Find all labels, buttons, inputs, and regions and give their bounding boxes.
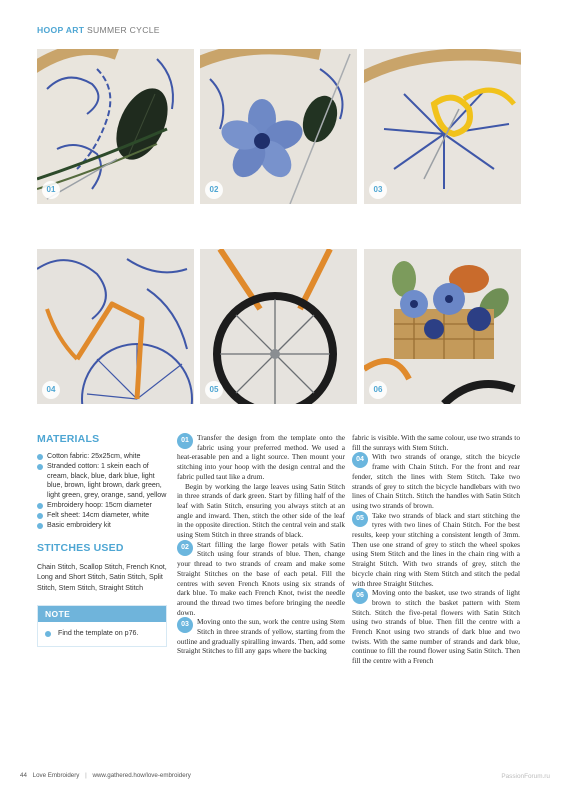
step-03-text: Moving onto the sun, work the centre using Stem Stitch in three strands of yellow, starting from the outline and gradually spiralling inwards. Then, add some Straight Stitches to fill any gaps where the backing [177,617,345,656]
step-06-paragraph [352,588,520,666]
instructions-column-1 [177,433,345,656]
materials-item-text: Basic embroidery kit [47,520,111,529]
step-01-text: Transfer the design from the template onto the fabric using your preferred method. We used a heat-erasable pen and a light source. Then mount your stitching into your hoop with the design central and the fabric pulled taut like a drum. [177,433,345,481]
note-box [37,605,167,647]
step-05-text: Take two strands of black and start stitching the tyres with two lines of Chain Stitch. For the best results, keep your stitching a consistent length of 3mm. Then use one strand of grey to stitch the wheel spokes using Stem Stitch and the lines in the chain ring with a Straight Stitch. With two strands of grey, stitch the bicycle chain ring with Stem Stitch and stitch the pedal with three Straight Stitches. [352,510,520,588]
note-heading: NOTE [38,606,166,622]
blue-flower-photo [200,49,357,204]
flower-basket-photo [364,249,521,404]
magazine-name: Love Embroidery [32,772,80,779]
page-footer [20,772,191,779]
note-body [38,622,166,646]
step-number-badge: 03 [369,181,387,199]
leaf-satin-stitch-photo [37,49,194,204]
photo-grid [37,49,529,404]
step-02-badge: 02 [177,540,193,556]
stitches-heading: STITCHES USED [37,542,124,555]
materials-item [37,501,167,511]
step-02-paragraph [177,540,345,618]
step-number-badge: 01 [42,181,60,199]
step-06-badge: 06 [352,588,368,604]
materials-item-text: Stranded cotton: 1 skein each of cream, black, blue, dark blue, light blue, brown, light brown, dark green, light green, grey, orange, sand, yellow [47,461,167,500]
step-05-paragraph [352,511,520,589]
section-title: HOOP ART [37,25,85,35]
step-photo-05 [200,249,357,404]
watermark: PassionForum.ru [501,773,550,780]
step-photo-06 [364,249,521,404]
bullet-dot-icon [37,503,43,509]
bullet-dot-icon [45,631,51,637]
step-number-badge: 06 [369,381,387,399]
step-photo-01 [37,49,194,204]
step-photo-03 [364,49,521,204]
materials-item-text: Felt sheet: 14cm diameter, white [47,510,150,519]
step-04-text: With two strands of orange, stitch the bicycle frame with Chain Stitch. For the front and rear fender, stitch the lines with Stem Stitch. Take two strands of grey to stitch the bicycle handlebars with two lines of Chain Stitch. Stitch the handles with Satin Stitch using two strands of brown. [352,452,520,510]
instructions-column-2 [352,433,520,666]
step-photo-04 [37,249,194,404]
step-number-badge: 02 [205,181,223,199]
materials-heading: MATERIALS [37,433,100,445]
step-01-badge: 01 [177,433,193,449]
bullet-dot-icon [37,523,43,529]
step-06-text: Moving onto the basket, use two strands of light brown to stitch the basket pattern with Stem Stitch. Stitch the five-petal flowers with Satin Stitch using two strands of blue. Then fill the centre with a French Knot using two strands of dark blue and two twists. With the same number of strands and dark blue, continue to fill the round flower using Satin Stitch. Then fill the centre with a French [352,588,520,666]
stitches-list: Chain Stitch, Scallop Stitch, French Knot, Long and Short Stitch, Satin Stitch, Split Stitch, Stem Stitch, Straight Stitch [37,563,167,592]
section-subtitle: SUMMER CYCLE [87,25,160,35]
materials-item [37,452,167,462]
bullet-dot-icon [37,513,43,519]
yellow-sun-photo [364,49,521,204]
step-01-paragraph [177,433,345,482]
step-03-paragraph [177,617,345,656]
materials-item-text: Embroidery hoop: 15cm diameter [47,500,152,509]
materials-list [37,452,167,530]
bullet-dot-icon [37,464,43,470]
sidebar [37,433,167,647]
bullet-dot-icon [37,454,43,460]
step-01-continued: Begin by working the large leaves using Satin Stitch in three strands of dark green. Start by filling half of the leaf with Satin Stitch, ensuring you always stitch at an angle and inward. Then, stitch the other side of the leaf in the opposite direction. Stitch the central vein and stalk using Stem Stitch in three strands of black. [177,481,345,540]
step-05-badge: 05 [352,511,368,527]
step-02-text: Start filling the large flower petals with Satin Stitch using four strands of blue. Then, change your thread to two strands of cream and make some Straight Stitches on the base of each petal. Fill the centres with seven French Knots using six strands of dark blue. To make each French Knot, twist the needle around the thread two times before bringing the needle down. [177,539,345,617]
materials-item-text: Cotton fabric: 25x25cm, white [47,452,141,460]
step-04-paragraph [352,452,520,510]
step-number-badge: 05 [205,381,223,399]
bicycle-wheel-photo [200,249,357,404]
step-03-badge: 03 [177,617,193,633]
page-number: 44 [20,772,27,779]
step-photo-02 [200,49,357,204]
materials-item [37,521,167,531]
note-text: Find the template on p76. [58,628,139,637]
materials-item [37,511,167,521]
magazine-url[interactable]: www.gathered.how/love-embroidery [92,772,191,779]
step-04-badge: 04 [352,452,368,468]
materials-item [37,462,167,501]
step-number-badge: 04 [42,381,60,399]
page-header [37,25,160,35]
orange-bicycle-frame-photo [37,249,194,404]
footer-divider: | [85,772,87,779]
step-03-continued: fabric is visible. With the same colour, use two strands to fill the sunrays with Stem Stitch. [352,433,520,452]
